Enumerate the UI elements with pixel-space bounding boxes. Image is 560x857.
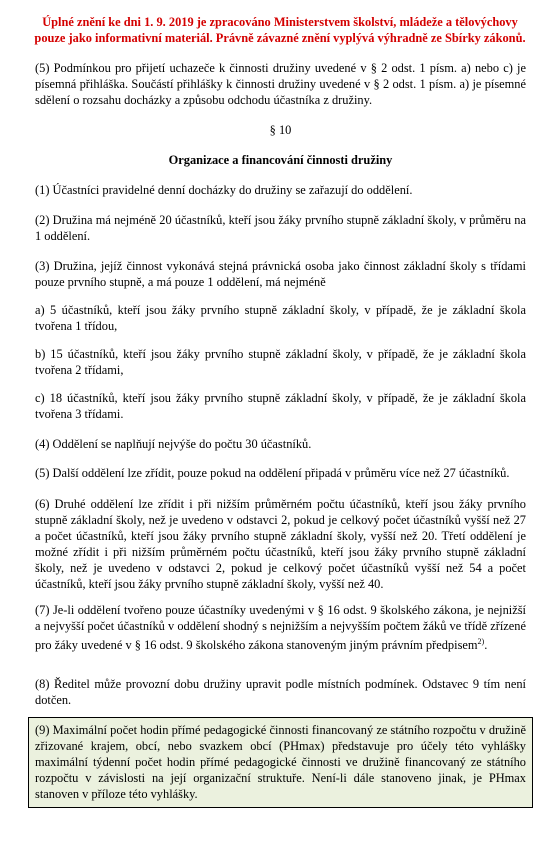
paragraph-3-b: b) 15 účastníků, kteří jsou žáky prvního stupně základní školy, v případě, že je základní škola tvořena 2 třídami, xyxy=(35,347,526,377)
paragraph-6: (6) Druhé oddělení lze zřídit i při nižším průměrném počtu účastníků, kteří jsou žáky prvního stupně základní školy, než je uvedeno v odstavci 2, pokud je celkový počet účastníků vyšší než 27 a počet účastníků, kteří jsou žáky prvního stupně základní školy, vyšší než 20. Třetí oddělení je možné zřídit i při nižším průměrném počtu účastníků, kteří jsou žáky prvního stupně základní školy, než je uvedeno v odstavci 2, pokud je celkový počet účastníků vyšší než 54 a počet účastníků, kteří jsou žáky prvního stupně základní školy, vyšší než 40. xyxy=(35,497,526,591)
section-title: Organizace a financování činnosti družiny xyxy=(168,153,393,167)
paragraph-3-a: a) 5 účastníků, kteří jsou žáky prvního stupně základní školy, v případě, že je základní škola tvořena 1 třídou, xyxy=(35,303,526,333)
paragraph-8: (8) Ředitel může provozní dobu družiny upravit podle místních podmínek. Odstavec 9 tím není dotčen. xyxy=(35,677,526,707)
paragraph-9: (9) Maximální počet hodin přímé pedagogické činnosti financovaný ze státního rozpočtu v družině zřizované krajem, obcí, nebo svazkem obcí (PHmax) představuje pro účely této vyhlášky maximální týdenní počet hodin přímé pedagogické činnosti ve družině financovaný ze státního rozpočtu v závislosti na její organizační struktuře. Není-li dále stanoveno jinak, je PHmax stanoven v příloze této vyhlášky. xyxy=(35,723,526,801)
paragraph-1: (1) Účastníci pravidelné denní docházky do družiny se zařazují do oddělení. xyxy=(35,183,413,197)
highlighted-box xyxy=(28,717,533,808)
paragraph-5: (5) Další oddělení lze zřídit, pouze pokud na oddělení připadá v průměru více než 27 účastníků. xyxy=(35,466,510,480)
paragraph-7 xyxy=(35,602,526,653)
legal-notice: Úplné znění ke dni 1. 9. 2019 je zpracováno Ministerstvem školství, mládeže a tělovýchovy pouze jako informativní materiál. Právně závazné znění vyplývá výhradně ze Sbírky zákonů. xyxy=(34,15,526,45)
paragraph-7-text: (7) Je-li oddělení tvořeno pouze účastníky uvedenými v § 16 odst. 9 školského zákona, je nejnižší a nejvyšší počet účastníků v oddělení shodný s nejnižším a nejvyšším počtem žáků ve třídě zřízené pro žáky uvedené v § 16 odst. 9 školského zákona stanoveným jiným právním předpisem xyxy=(35,603,526,653)
paragraph-3: (3) Družina, jejíž činnost vykonává stejná právnická osoba jako činnost základní školy s třídami pouze prvního stupně, a má pouze 1 oddělení, má nejméně xyxy=(35,259,526,289)
footnote-reference[interactable]: 2) xyxy=(477,637,485,646)
paragraph-4: (4) Oddělení se naplňují nejvýše do počtu 30 účastníků. xyxy=(35,437,312,451)
paragraph-7-end: . xyxy=(484,638,488,653)
paragraph-3-c: c) 18 účastníků, kteří jsou žáky prvního stupně základní školy, v případě, že je základní škola tvořena 3 třídami. xyxy=(35,391,526,421)
paragraph-5-previous: (5) Podmínkou pro přijetí uchazeče k činnosti družiny uvedené v § 2 odst. 1 písm. a) nebo c) je písemná přihláška. Součástí přihlášky k činnosti družiny uvedené v § 2 odst. 1 písm. a) je písemné sdělení o rozsahu docházky a způsobu odchodu účastníka z družiny. xyxy=(35,61,526,107)
section-number: § 10 xyxy=(269,123,292,137)
paragraph-2: (2) Družina má nejméně 20 účastníků, kteří jsou žáky prvního stupně základní školy, v průměru na 1 oddělení. xyxy=(35,213,526,243)
